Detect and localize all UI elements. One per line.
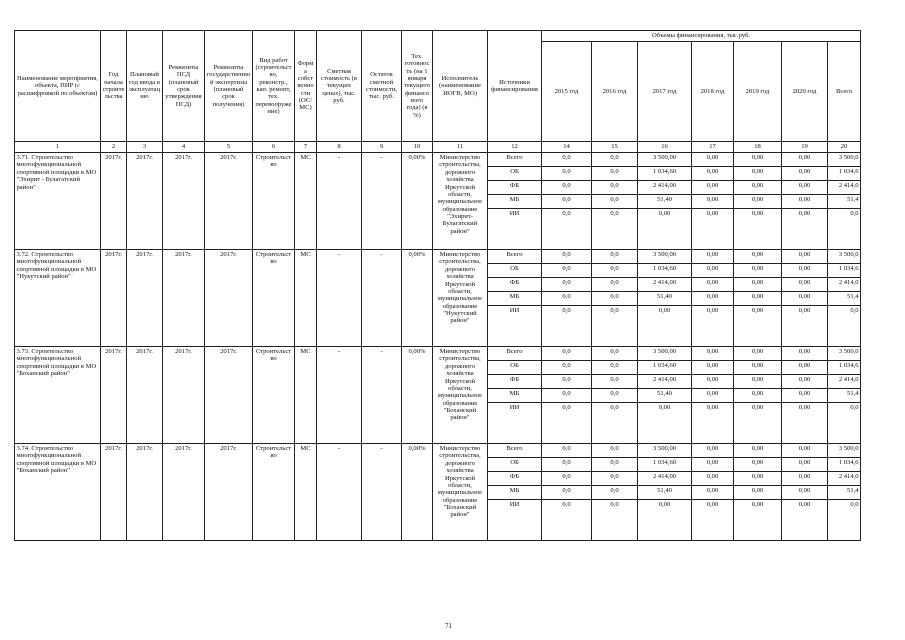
funding-value: 51,4 bbox=[828, 195, 861, 209]
funding-value: 0,00 bbox=[692, 278, 734, 292]
table-row bbox=[15, 444, 861, 458]
funding-value: 0,00 bbox=[638, 306, 692, 347]
funding-value: 0,0 bbox=[542, 209, 592, 250]
funding-value: 1 034,60 bbox=[638, 264, 692, 278]
object-name: 3.73. Строительство многофункциональной спортивной площадки в МО "Боханский район" bbox=[15, 347, 101, 444]
funding-source: МБ bbox=[488, 292, 542, 306]
funding-value: 0,0 bbox=[592, 195, 638, 209]
funding-value: 0,00 bbox=[782, 444, 828, 458]
funding-value: 0,00 bbox=[734, 264, 782, 278]
work-type: Строительство bbox=[253, 444, 295, 541]
column-number: 9 bbox=[362, 142, 402, 153]
funding-value: 0,00 bbox=[692, 167, 734, 181]
funding-value: 0,0 bbox=[542, 153, 592, 167]
funding-value: 0,0 bbox=[592, 292, 638, 306]
header-ownership: Форма собственности (ОС/МС) bbox=[295, 31, 317, 142]
funding-source: МБ bbox=[488, 389, 542, 403]
header-year: Всего bbox=[828, 42, 861, 142]
remaining-cost: - bbox=[362, 347, 402, 444]
funding-value: 0,00 bbox=[692, 472, 734, 486]
funding-value: 0,00 bbox=[782, 264, 828, 278]
column-number: 11 bbox=[433, 142, 488, 153]
funding-value: 3 500,0 bbox=[828, 250, 861, 264]
header-year: 2018 год bbox=[692, 42, 734, 142]
column-number: 10 bbox=[402, 142, 433, 153]
funding-value: 1 034,6 bbox=[828, 167, 861, 181]
funding-value: 0,0 bbox=[542, 361, 592, 375]
column-number: 5 bbox=[205, 142, 253, 153]
column-number: 12 bbox=[488, 142, 542, 153]
funding-value: 0,00 bbox=[782, 153, 828, 167]
start-year: 2017г. bbox=[101, 250, 127, 347]
work-type: Строительство bbox=[253, 347, 295, 444]
psd-date: 2017г. bbox=[163, 444, 205, 541]
header-commission-year: Плановый год ввода в эксплуатацию bbox=[127, 31, 163, 142]
table-row bbox=[15, 347, 861, 361]
psd-date: 2017г. bbox=[163, 250, 205, 347]
funding-value: 0,00 bbox=[734, 375, 782, 389]
funding-value: 0,00 bbox=[782, 306, 828, 347]
funding-value: 0,00 bbox=[692, 292, 734, 306]
header-name: Наименование мероприятия, объекта, ПИР (с расшифровкой по объектам) bbox=[15, 31, 101, 142]
funding-source: ФБ bbox=[488, 375, 542, 389]
funding-value: 0,0 bbox=[542, 264, 592, 278]
funding-source: ФБ bbox=[488, 278, 542, 292]
funding-value: 0,00 bbox=[734, 292, 782, 306]
funding-value: 0,0 bbox=[592, 500, 638, 541]
header-year: 2015 год bbox=[542, 42, 592, 142]
funding-value: 0,0 bbox=[592, 250, 638, 264]
funding-value: 0,00 bbox=[734, 403, 782, 444]
funding-value: 0,00 bbox=[782, 375, 828, 389]
funding-value: 0,0 bbox=[542, 472, 592, 486]
funding-value: 0,00 bbox=[782, 167, 828, 181]
header-executor: Исполнитель (наименование ИОГВ, МО) bbox=[433, 31, 488, 142]
estimated-cost: - bbox=[317, 153, 362, 250]
funding-value: 0,00 bbox=[782, 195, 828, 209]
header-expertise: Реквизиты государственной экспертизы (плановый срок получения) bbox=[205, 31, 253, 142]
funding-value: 1 034,60 bbox=[638, 458, 692, 472]
funding-value: 2 414,0 bbox=[828, 375, 861, 389]
funding-value: 0,00 bbox=[734, 167, 782, 181]
funding-value: 51,40 bbox=[638, 389, 692, 403]
funding-value: 0,0 bbox=[592, 181, 638, 195]
readiness: 0,00% bbox=[402, 250, 433, 347]
funding-value: 0,00 bbox=[692, 181, 734, 195]
funding-value: 1 034,60 bbox=[638, 167, 692, 181]
object-name: 3.72. Строительство многофункциональной спортивной площадки в МО "Нукутский район" bbox=[15, 250, 101, 347]
funding-value: 0,0 bbox=[592, 167, 638, 181]
start-year: 2017г. bbox=[101, 444, 127, 541]
funding-value: 0,00 bbox=[734, 306, 782, 347]
readiness: 0,00% bbox=[402, 347, 433, 444]
funding-value: 51,40 bbox=[638, 486, 692, 500]
funding-value: 0,00 bbox=[782, 209, 828, 250]
funding-source: ОБ bbox=[488, 458, 542, 472]
header-year: 2020 год bbox=[782, 42, 828, 142]
funding-value: 2 414,00 bbox=[638, 375, 692, 389]
funding-value: 0,00 bbox=[692, 264, 734, 278]
funding-value: 0,00 bbox=[734, 181, 782, 195]
column-number: 1 bbox=[15, 142, 101, 153]
funding-value: 0,00 bbox=[734, 389, 782, 403]
expertise-date: 2017г. bbox=[205, 444, 253, 541]
column-number: 19 bbox=[782, 142, 828, 153]
funding-value: 0,0 bbox=[592, 472, 638, 486]
column-number: 2 bbox=[101, 142, 127, 153]
table-row bbox=[15, 250, 861, 264]
header-psd: Реквизиты ПСД (плановый срок утверждения ПСД) bbox=[163, 31, 205, 142]
funding-value: 0,00 bbox=[638, 500, 692, 541]
funding-value: 0,0 bbox=[542, 500, 592, 541]
executor: Министерство строительства, дорожного хозяйства Иркутской области, муниципальное образование "Эхирит-Булагатский район" bbox=[433, 153, 488, 250]
funding-value: 2 414,0 bbox=[828, 278, 861, 292]
funding-value: 0,0 bbox=[542, 444, 592, 458]
expertise-date: 2017г. bbox=[205, 153, 253, 250]
funding-value: 3 500,0 bbox=[828, 153, 861, 167]
funding-value: 51,40 bbox=[638, 292, 692, 306]
funding-value: 0,00 bbox=[734, 458, 782, 472]
funding-value: 0,00 bbox=[782, 472, 828, 486]
funding-value: 0,00 bbox=[734, 486, 782, 500]
funding-value: 2 414,0 bbox=[828, 472, 861, 486]
funding-value: 0,0 bbox=[592, 486, 638, 500]
funding-value: 0,0 bbox=[592, 389, 638, 403]
funding-value: 0,00 bbox=[692, 347, 734, 361]
executor: Министерство строительства, дорожного хозяйства Иркутской области, муниципальное образование "Нукутский район" bbox=[433, 250, 488, 347]
funding-source: Всего bbox=[488, 347, 542, 361]
program-table bbox=[14, 30, 861, 541]
funding-value: 0,0 bbox=[592, 209, 638, 250]
funding-value: 0,00 bbox=[734, 444, 782, 458]
funding-value: 3 500,00 bbox=[638, 153, 692, 167]
funding-value: 1 034,60 bbox=[638, 361, 692, 375]
estimated-cost: - bbox=[317, 347, 362, 444]
funding-source: ИИ bbox=[488, 306, 542, 347]
estimated-cost: - bbox=[317, 444, 362, 541]
funding-value: 0,00 bbox=[734, 209, 782, 250]
funding-value: 0,0 bbox=[542, 292, 592, 306]
funding-value: 0,0 bbox=[828, 403, 861, 444]
start-year: 2017г. bbox=[101, 347, 127, 444]
column-number-row bbox=[15, 142, 861, 153]
funding-value: 0,00 bbox=[782, 486, 828, 500]
column-number: 7 bbox=[295, 142, 317, 153]
funding-value: 0,0 bbox=[542, 486, 592, 500]
ownership: МС bbox=[295, 444, 317, 541]
table-body bbox=[15, 153, 861, 541]
funding-source: МБ bbox=[488, 486, 542, 500]
funding-value: 1 034,6 bbox=[828, 361, 861, 375]
funding-value: 51,4 bbox=[828, 389, 861, 403]
psd-date: 2017г. bbox=[163, 347, 205, 444]
funding-source: Всего bbox=[488, 444, 542, 458]
funding-value: 0,00 bbox=[734, 500, 782, 541]
ownership: МС bbox=[295, 250, 317, 347]
funding-value: 0,00 bbox=[692, 209, 734, 250]
document-sheet bbox=[14, 30, 860, 541]
column-number: 8 bbox=[317, 142, 362, 153]
funding-value: 0,00 bbox=[638, 403, 692, 444]
header-year: 2016 год bbox=[592, 42, 638, 142]
funding-value: 0,00 bbox=[638, 209, 692, 250]
executor: Министерство строительства, дорожного хозяйства Иркутской области, муниципальное образование "Боханский район" bbox=[433, 347, 488, 444]
funding-value: 0,00 bbox=[692, 375, 734, 389]
funding-value: 0,0 bbox=[592, 306, 638, 347]
column-number: 18 bbox=[734, 142, 782, 153]
funding-value: 0,0 bbox=[542, 403, 592, 444]
commission-year: 2017г. bbox=[127, 250, 163, 347]
funding-source: ОБ bbox=[488, 264, 542, 278]
funding-value: 0,00 bbox=[692, 361, 734, 375]
page-number: 71 bbox=[445, 622, 452, 630]
funding-value: 3 500,00 bbox=[638, 444, 692, 458]
funding-value: 0,0 bbox=[542, 278, 592, 292]
funding-value: 51,4 bbox=[828, 292, 861, 306]
funding-source: Всего bbox=[488, 250, 542, 264]
funding-source: ИИ bbox=[488, 403, 542, 444]
header-sources: Источники финансирования bbox=[488, 31, 542, 142]
table-header bbox=[15, 31, 861, 153]
funding-value: 0,00 bbox=[782, 500, 828, 541]
funding-value: 0,00 bbox=[734, 195, 782, 209]
funding-value: 0,00 bbox=[782, 250, 828, 264]
expertise-date: 2017г. bbox=[205, 250, 253, 347]
funding-value: 0,0 bbox=[592, 278, 638, 292]
funding-value: 3 500,00 bbox=[638, 250, 692, 264]
header-work-type: Вид работ (строительство, реконстр., кап. ремонт, тех. перевооружение) bbox=[253, 31, 295, 142]
work-type: Строительство bbox=[253, 250, 295, 347]
funding-value: 0,0 bbox=[542, 458, 592, 472]
funding-value: 0,00 bbox=[734, 278, 782, 292]
funding-value: 0,00 bbox=[692, 500, 734, 541]
funding-value: 2 414,00 bbox=[638, 278, 692, 292]
start-year: 2017г. bbox=[101, 153, 127, 250]
funding-value: 0,00 bbox=[692, 389, 734, 403]
readiness: 0,00% bbox=[402, 153, 433, 250]
funding-value: 0,0 bbox=[542, 250, 592, 264]
expertise-date: 2017г. bbox=[205, 347, 253, 444]
column-number: 4 bbox=[163, 142, 205, 153]
funding-source: ФБ bbox=[488, 472, 542, 486]
column-number: 15 bbox=[592, 142, 638, 153]
column-number: 6 bbox=[253, 142, 295, 153]
funding-value: 0,0 bbox=[592, 375, 638, 389]
funding-value: 0,0 bbox=[592, 458, 638, 472]
commission-year: 2017г. bbox=[127, 347, 163, 444]
funding-value: 3 500,0 bbox=[828, 444, 861, 458]
funding-value: 0,00 bbox=[734, 361, 782, 375]
column-number: 16 bbox=[638, 142, 692, 153]
ownership: МС bbox=[295, 347, 317, 444]
funding-value: 0,00 bbox=[782, 292, 828, 306]
funding-value: 0,00 bbox=[782, 347, 828, 361]
funding-value: 0,0 bbox=[542, 306, 592, 347]
funding-value: 0,0 bbox=[592, 403, 638, 444]
funding-value: 1 034,6 bbox=[828, 264, 861, 278]
funding-value: 0,0 bbox=[542, 181, 592, 195]
funding-source: ИИ bbox=[488, 500, 542, 541]
funding-value: 0,00 bbox=[692, 195, 734, 209]
header-start-year: Год начала строительства bbox=[101, 31, 127, 142]
funding-value: 0,0 bbox=[592, 444, 638, 458]
funding-value: 0,00 bbox=[734, 250, 782, 264]
column-number: 14 bbox=[542, 142, 592, 153]
funding-source: ФБ bbox=[488, 181, 542, 195]
funding-value: 0,00 bbox=[782, 389, 828, 403]
funding-value: 1 034,6 bbox=[828, 458, 861, 472]
funding-source: МБ bbox=[488, 195, 542, 209]
commission-year: 2017г. bbox=[127, 444, 163, 541]
funding-value: 0,00 bbox=[692, 458, 734, 472]
funding-value: 0,00 bbox=[734, 472, 782, 486]
funding-value: 51,40 bbox=[638, 195, 692, 209]
remaining-cost: - bbox=[362, 444, 402, 541]
funding-value: 0,00 bbox=[782, 181, 828, 195]
funding-value: 2 414,0 bbox=[828, 181, 861, 195]
funding-value: 0,00 bbox=[692, 486, 734, 500]
funding-value: 0,0 bbox=[828, 209, 861, 250]
funding-value: 0,0 bbox=[592, 153, 638, 167]
column-number: 3 bbox=[127, 142, 163, 153]
funding-value: 3 500,0 bbox=[828, 347, 861, 361]
column-number: 20 bbox=[828, 142, 861, 153]
remaining-cost: - bbox=[362, 153, 402, 250]
funding-value: 2 414,00 bbox=[638, 181, 692, 195]
funding-source: ОБ bbox=[488, 361, 542, 375]
object-name: 3.71. Строительство многофункциональной спортивной площадки в МО "Эхирит - Булагатский район" bbox=[15, 153, 101, 250]
header-readiness: Тех. готовность (на 1 января текущего финансового года) (в %) bbox=[402, 31, 433, 142]
ownership: МС bbox=[295, 153, 317, 250]
funding-value: 0,00 bbox=[692, 306, 734, 347]
funding-value: 0,00 bbox=[692, 153, 734, 167]
funding-value: 0,0 bbox=[542, 389, 592, 403]
executor: Министерство строительства, дорожного хозяйства Иркутской области, муниципальное образование "Боханский район" bbox=[433, 444, 488, 541]
funding-value: 0,0 bbox=[592, 361, 638, 375]
funding-source: Всего bbox=[488, 153, 542, 167]
funding-value: 0,0 bbox=[542, 195, 592, 209]
funding-value: 0,0 bbox=[592, 264, 638, 278]
estimated-cost: - bbox=[317, 250, 362, 347]
header-funding-group: Объемы финансирования, тыс.руб. bbox=[542, 31, 861, 42]
funding-value: 0,00 bbox=[782, 403, 828, 444]
funding-value: 0,00 bbox=[734, 153, 782, 167]
funding-value: 0,00 bbox=[692, 403, 734, 444]
table-row bbox=[15, 153, 861, 167]
funding-value: 0,00 bbox=[782, 458, 828, 472]
psd-date: 2017г. bbox=[163, 153, 205, 250]
remaining-cost: - bbox=[362, 250, 402, 347]
object-name: 3.74. Строительство многофункциональной спортивной площадки в МО "Боханский район" bbox=[15, 444, 101, 541]
commission-year: 2017г. bbox=[127, 153, 163, 250]
funding-value: 0,00 bbox=[692, 250, 734, 264]
funding-value: 3 500,00 bbox=[638, 347, 692, 361]
funding-value: 0,00 bbox=[692, 444, 734, 458]
funding-value: 0,0 bbox=[542, 375, 592, 389]
header-estimated-cost: Сметная стоимость (в текущих ценах), тыс. руб. bbox=[317, 31, 362, 142]
funding-value: 0,00 bbox=[734, 347, 782, 361]
funding-value: 2 414,00 bbox=[638, 472, 692, 486]
column-number: 17 bbox=[692, 142, 734, 153]
header-year: 2017 год bbox=[638, 42, 692, 142]
funding-value: 0,0 bbox=[828, 306, 861, 347]
funding-value: 0,0 bbox=[828, 500, 861, 541]
header-remaining-cost: Остаток сметной стоимости, тыс. руб. bbox=[362, 31, 402, 142]
funding-value: 0,0 bbox=[542, 347, 592, 361]
header-year: 2019 год bbox=[734, 42, 782, 142]
readiness: 0,00% bbox=[402, 444, 433, 541]
funding-source: ИИ bbox=[488, 209, 542, 250]
work-type: Строительство bbox=[253, 153, 295, 250]
funding-value: 51,4 bbox=[828, 486, 861, 500]
funding-value: 0,0 bbox=[592, 347, 638, 361]
funding-value: 0,0 bbox=[542, 167, 592, 181]
funding-source: ОБ bbox=[488, 167, 542, 181]
funding-value: 0,00 bbox=[782, 361, 828, 375]
funding-value: 0,00 bbox=[782, 278, 828, 292]
